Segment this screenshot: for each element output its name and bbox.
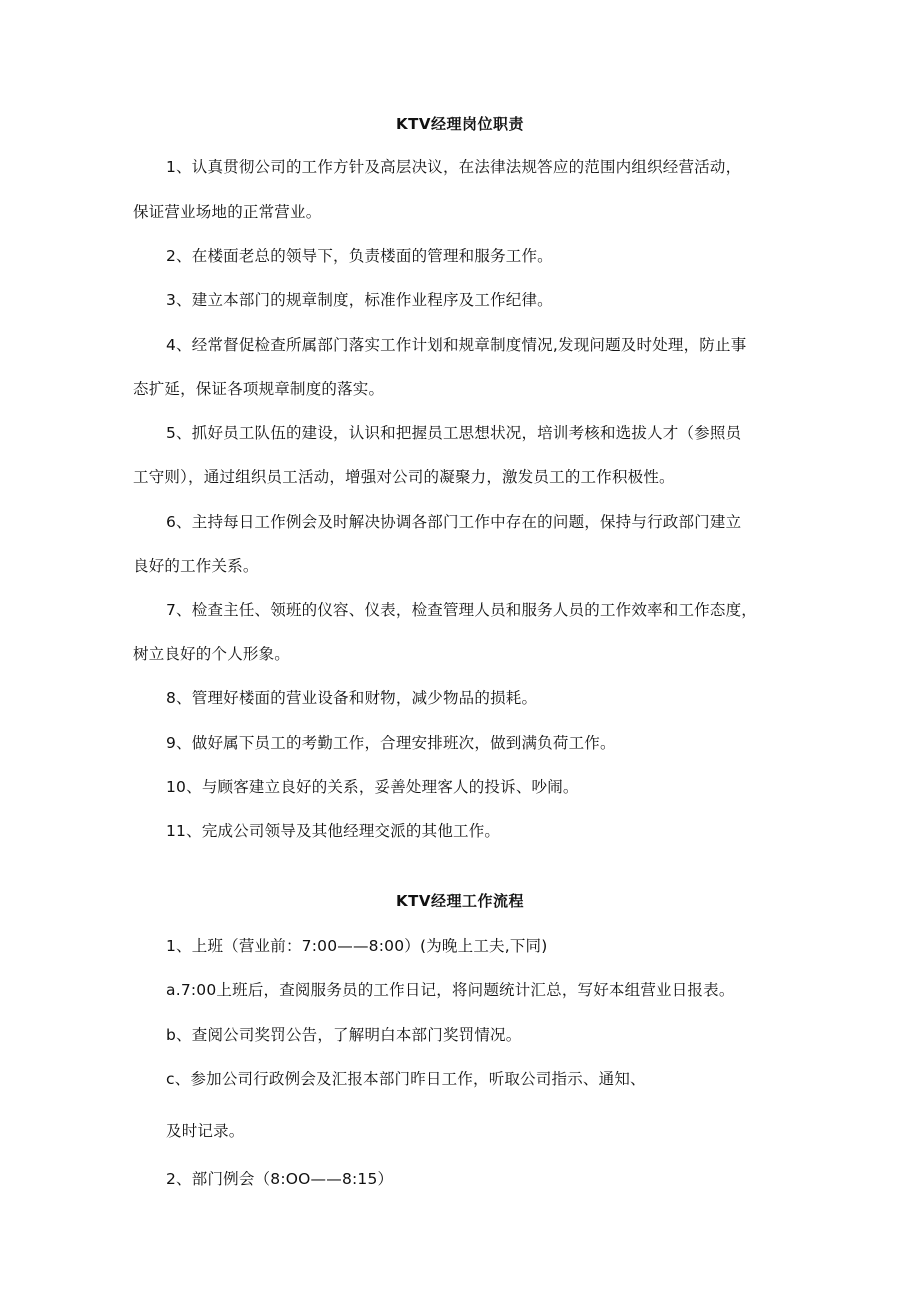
duty-5-line2: 工守则），通过组织员工活动，增强对公司的凝聚力，激发员工的工作积极性。 <box>133 468 675 486</box>
flow-line-1: 1、上班（营业前：7:00——8:00）(为晚上工夫,下同) <box>166 937 548 955</box>
duty-6-line2: 良好的工作关系。 <box>133 557 259 575</box>
duty-7-line1: 7、检查主任、领班的仪容、仪表，检查管理人员和服务人员的工作效率和工作态度， <box>166 601 757 619</box>
duty-1-line2: 保证营业场地的正常营业。 <box>133 203 322 221</box>
flow-line-4: c、参加公司行政例会及汇报本部门昨日工作，听取公司指示、通知、 <box>166 1070 646 1088</box>
flow-line-5: 及时记录。 <box>166 1122 245 1140</box>
duty-6-line1: 6、主持每日工作例会及时解决协调各部门工作中存在的问题，保持与行政部门建立 <box>166 513 742 531</box>
duty-9: 9、做好属下员工的考勤工作，合理安排班次，做到满负荷工作。 <box>166 734 616 752</box>
section2-title: KTV经理工作流程 <box>396 892 524 910</box>
duty-4-line1: 4、经常督促检查所属部门落实工作计划和规章制度情况,发现问题及时处理，防止事 <box>166 336 747 354</box>
duty-1-line1: 1、认真贯彻公司的工作方针及高层决议，在法律法规答应的范围内组织经营活动， <box>166 158 742 176</box>
duty-3: 3、建立本部门的规章制度，标准作业程序及工作纪律。 <box>166 291 553 309</box>
duty-4-line2: 态扩延，保证各项规章制度的落实。 <box>133 380 385 398</box>
duty-8: 8、管理好楼面的营业设备和财物，减少物品的损耗。 <box>166 689 538 707</box>
flow-line-2: a.7:00上班后，查阅服务员的工作日记，将问题统计汇总，写好本组营业日报表。 <box>166 981 735 999</box>
flow-line-6: 2、部门例会（8:OO——8:15） <box>166 1170 394 1188</box>
duty-7-line2: 树立良好的个人形象。 <box>133 645 291 663</box>
duty-10: 10、与顾客建立良好的关系，妥善处理客人的投诉、吵闹。 <box>166 778 579 796</box>
duty-11: 11、完成公司领导及其他经理交派的其他工作。 <box>166 822 501 840</box>
flow-line-3: b、查阅公司奖罚公告，了解明白本部门奖罚情况。 <box>166 1026 522 1044</box>
section1-title: KTV经理岗位职责 <box>396 115 524 133</box>
duty-2: 2、在楼面老总的领导下，负责楼面的管理和服务工作。 <box>166 247 553 265</box>
duty-5-line1: 5、抓好员工队伍的建设，认识和把握员工思想状况，培训考核和选拔人才（参照员 <box>166 424 742 442</box>
